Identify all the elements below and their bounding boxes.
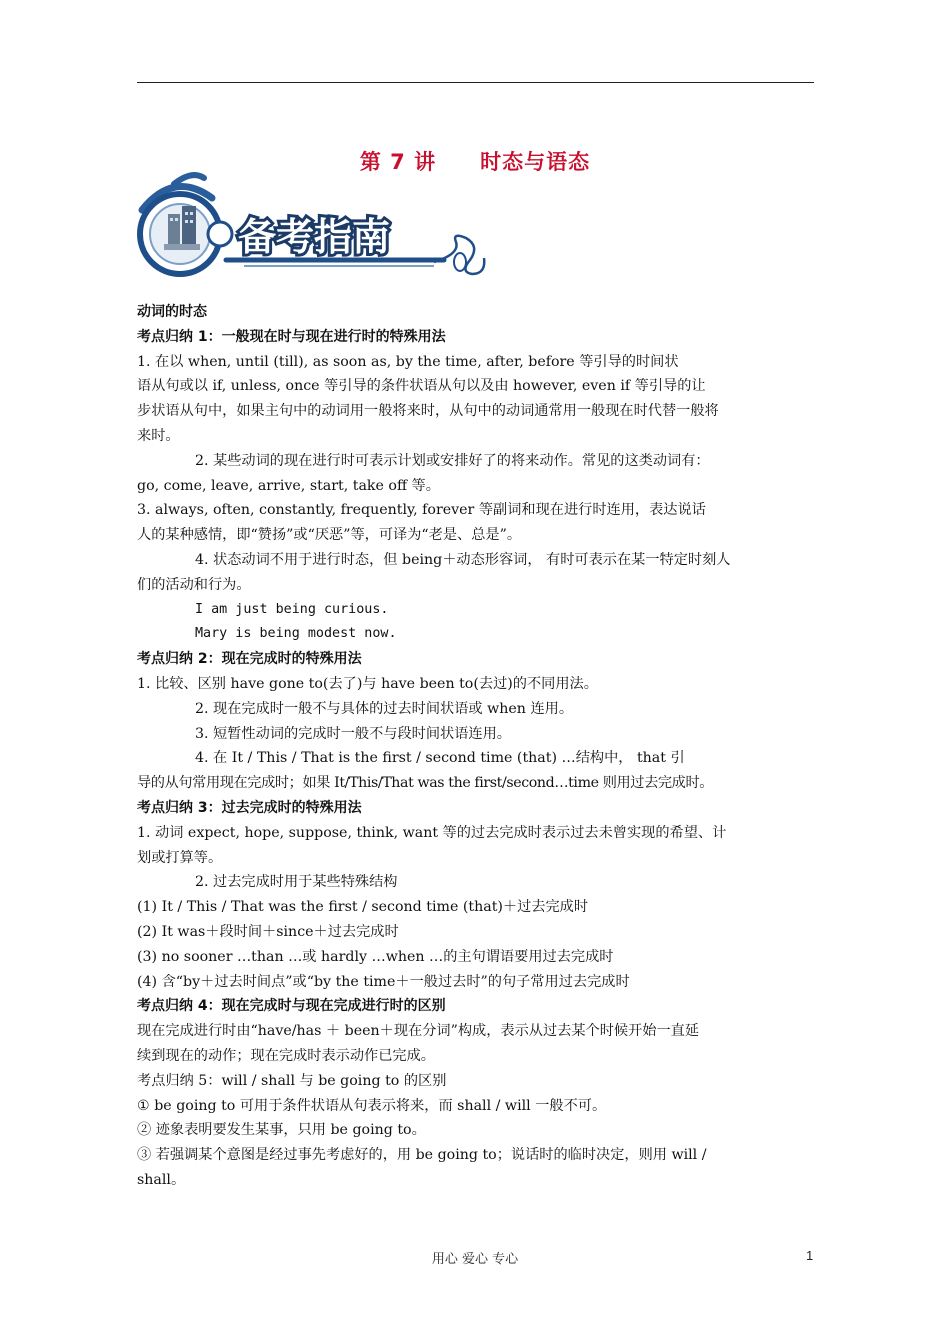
paragraph-line: 们的活动和行为。	[137, 576, 251, 593]
section-heading: 动词的时态	[137, 304, 207, 320]
paragraph-line: 步状语从句中，如果主句中的动词用一般将来时，从句中的动词通常用一般现在时代替一般将	[137, 403, 719, 420]
structure-item: (2) It was＋段时间＋since＋过去完成时	[137, 923, 399, 940]
paragraph-line: 3. 短暂性动词的完成时一般不与段时间状语连用。	[195, 725, 511, 742]
paragraph-line: 2. 过去完成时用于某些特殊结构	[195, 874, 398, 891]
banner-logo-icon	[134, 170, 494, 288]
circled-item: ② 迹象表明要发生某事，只用 be going to。	[137, 1122, 426, 1139]
header-rule	[137, 82, 814, 83]
paragraph-line: 导的从句常用现在完成时；如果 It/This/That was the first/second…time 则用过去完成时。	[137, 775, 714, 792]
main-content	[137, 300, 817, 1193]
guide-banner	[134, 170, 494, 288]
footer-text: 用心 爱心 专心	[431, 1252, 519, 1267]
paragraph-line: 划或打算等。	[137, 849, 223, 866]
paragraph-line: 4. 在 It / This / That is the first / second time (that) …结构中， that 引	[195, 750, 685, 767]
structure-item: (3) no sooner …than …或 hardly …when …的主句谓语要用过去完成时	[137, 948, 614, 965]
paragraph-line: 4. 状态动词不用于进行时态，但 being＋动态形容词， 有时可表示在某一特定时刻人	[195, 551, 731, 568]
structure-item: (1) It / This / That was the first / second time (that)＋过去完成时	[137, 899, 589, 916]
point-heading-2: 考点归纳 2：现在完成时的特殊用法	[137, 651, 362, 668]
paragraph-line: 续到现在的动作；现在完成时表示动作已完成。	[137, 1047, 435, 1064]
example-sentence: Mary is being modest now.	[195, 626, 397, 642]
paragraph-line: 2. 某些动词的现在进行时可表示计划或安排好了的将来动作。常见的这类动词有：	[195, 452, 710, 469]
page-title: 第 7 讲 时态与语态	[359, 150, 591, 174]
paragraph-line: 现在完成进行时由“have/has ＋ been＋现在分词”构成，表示从过去某个时候开始一直延	[137, 1023, 700, 1040]
structure-item: (4) 含“by＋过去时间点”或“by the time＋一般过去时”的句子常用过去完成时	[137, 973, 630, 990]
banner-text: 备考指南	[238, 215, 391, 259]
page-number: 1	[806, 1248, 814, 1263]
paragraph-line: 1. 动词 expect, hope, suppose, think, want 等的过去完成时表示过去未曾实现的希望、计	[137, 824, 727, 841]
paragraph-line: 人的某种感情，即“赞扬”或“厌恶”等，可译为“老是、总是”。	[137, 527, 522, 544]
paragraph-line: 1. 比较、区别 have gone to(去了)与 have been to(去过)的不同用法。	[137, 675, 598, 692]
point-heading-4: 考点归纳 4：现在完成时与现在完成进行时的区别	[137, 998, 446, 1015]
circled-item: shall。	[137, 1171, 186, 1188]
point-heading-1: 考点归纳 1：一般现在时与现在进行时的特殊用法	[137, 328, 446, 345]
paragraph-line: go, come, leave, arrive, start, take off 等。	[137, 477, 440, 494]
example-sentence: I am just being curious.	[195, 601, 389, 617]
paragraph-line: 2. 现在完成时一般不与具体的过去时间状语或 when 连用。	[195, 700, 574, 717]
paragraph-line: 1. 在以 when, until (till), as soon as, by the time, after, before 等引导的时间状	[137, 353, 679, 370]
circled-item: ③ 若强调某个意图是经过事先考虑好的，用 be going to；说话时的临时决定，则用 will /	[137, 1147, 707, 1164]
point-heading-3: 考点归纳 3：过去完成时的特殊用法	[137, 799, 362, 816]
paragraph-line: 语从句或以 if, unless, once 等引导的条件状语从句以及由 however, even if 等引导的让	[137, 378, 706, 395]
circled-item: ① be going to 可用于条件状语从句表示将来，而 shall / will 一般不可。	[137, 1097, 607, 1114]
paragraph-line: 来时。	[137, 427, 180, 444]
point-heading-5: 考点归纳 5：will / shall 与 be going to 的区别	[137, 1072, 447, 1089]
paragraph-line: 3. always, often, constantly, frequently, forever 等副词和现在进行时连用，表达说话	[137, 502, 706, 519]
